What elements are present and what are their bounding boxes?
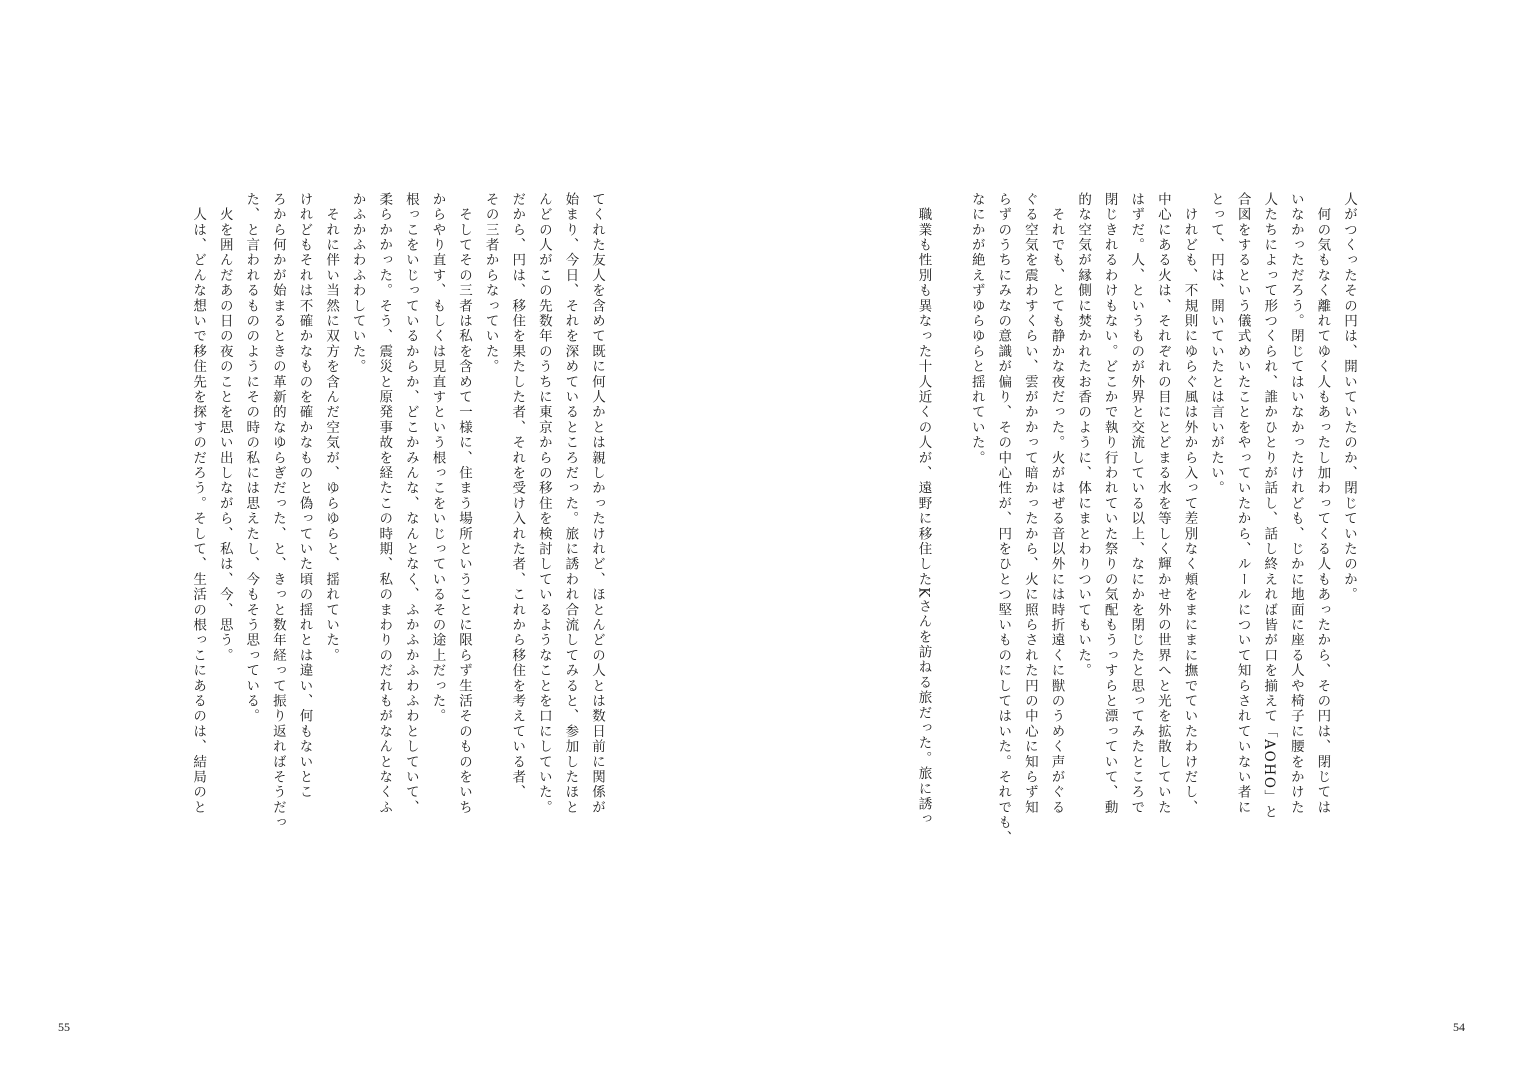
text-line: んどの人がこの先数年のうちに東京からの移住を検討しているようなことを口にしていた。 — [535, 192, 552, 816]
text-line: 人たちによって形つくられ、誰かひとりが話し、話し終えれば皆が口を揃えて「AOHO」と — [1261, 192, 1278, 821]
page-number: 54 — [1453, 1020, 1465, 1034]
text-line — [937, 192, 964, 752]
text-line: 柔らかかった。そう、震災と原発事故を経たこの時期、私のまわりのだれもがなんとなくふ — [376, 192, 393, 816]
text-line: とって、円は、開いていたとは言いがたい。 — [1208, 192, 1225, 496]
left-page-text — [130, 192, 610, 831]
text-line: だから、円は、移住を果たした者、それを受け入れた者、これから移住を考えている者、 — [509, 192, 526, 800]
text-line: 中心にある火は、それぞれの目にとどまる水を等しく輝かせ外の世界へと光を拡散していた — [1154, 192, 1171, 816]
text-line: らずのうちにみなの意識が偏り、その中心性が、円をひとつ堅いものにしてはいた。それでも、 — [995, 192, 1012, 846]
text-line: それでも、とても静かな夜だった。火がはぜる音以外には時折遠くに獣のうめく声がぐる — [1048, 192, 1065, 816]
text-line: かふかふわふわしていた。 — [349, 192, 366, 375]
text-line: ろから何かが始まるときの革新的なゆらぎだった、と、きっと数年経って振り返ればそうだっ — [269, 192, 286, 831]
text-line: ぐる空気を震わすくらい、雲がかかって暗かったから、火に照らされた円の中心に知らず知 — [1021, 192, 1038, 816]
right-page — [760, 0, 1520, 1072]
text-line: それに伴い当然に双方を含んだ空気が、ゆらゆらと、揺れていた。 — [323, 192, 340, 664]
text-line: 始まり、今日、それを深めているところだった。旅に誘われ合流してみると、参加したほと — [562, 192, 579, 816]
text-line: 根っこをいじっているからか、どこかみんな、なんとなく、ふかふかふわふわとしていて、 — [402, 192, 419, 816]
text-line: 人がつくったその円は、開いていたのか、閉じていたのか。 — [1341, 192, 1357, 603]
text-line: けれども、不規則にゆらぐ風は外から入って差別なく頬をまにまに撫でていたわけだし、 — [1181, 192, 1198, 816]
text-line: 職業も性別も異なった十人近くの人が、遠野に移住したKさんを訪ねる旅だった。旅に誘っ — [915, 192, 932, 827]
text-line: 火を囲んだあの日の夜のことを思い出しながら、私は、今、思う。 — [216, 192, 233, 664]
text-line: 閉じきれるわけもない。どこかで執り行われていた祭りの気配もうっすらと漂っていて、動 — [1101, 192, 1118, 816]
text-line: そしてその三者は私を含めて一様に、住まう場所ということに限らず生活そのものをいち — [456, 192, 473, 816]
page-number: 55 — [58, 1020, 70, 1034]
text-line: けれどもそれは不確かなものを確かなものと偽っていた頃の揺れとは違い、何もないとこ — [296, 192, 313, 800]
text-line: はずだ。人、というものが外界と交流している以上、なにかを閉じたと思ってみたところで — [1128, 192, 1145, 816]
text-line: いなかっただろう。閉じてはいなかったけれども、じかに地面に座る人や椅子に腰をかけた — [1287, 192, 1304, 816]
text-line: 的な空気が縁側に焚かれたお香のように、体にまとわりついてもいた。 — [1075, 192, 1092, 679]
text-line: 何の気もなく離れてゆく人もあったし加わってくる人もあったから、その円は、閉じては — [1314, 192, 1331, 816]
text-line: 合図をするという儀式めいたことをやっていたから、ルールについて知らされていない者に — [1234, 192, 1251, 816]
text-line: た、と言われるもののようにその時の私には思えたし、今もそう思っている。 — [243, 192, 260, 724]
right-page-text — [915, 192, 1362, 846]
text-line: からやり直す、もしくは見直すという根っこをいじっているその途上だった。 — [429, 192, 446, 724]
text-line: なにかが絶えずゆらゆらと揺れていた。 — [968, 192, 985, 466]
text-line: その三者からなっていた。 — [482, 192, 499, 375]
text-line: 人は、どんな想いで移住先を探すのだろう。そして、生活の根っこにあるのは、結局のと — [190, 192, 207, 816]
text-line: てくれた友人を含めて既に何人かとは親しかったけれど、ほとんどの人とは数日前に関係が — [589, 192, 605, 816]
